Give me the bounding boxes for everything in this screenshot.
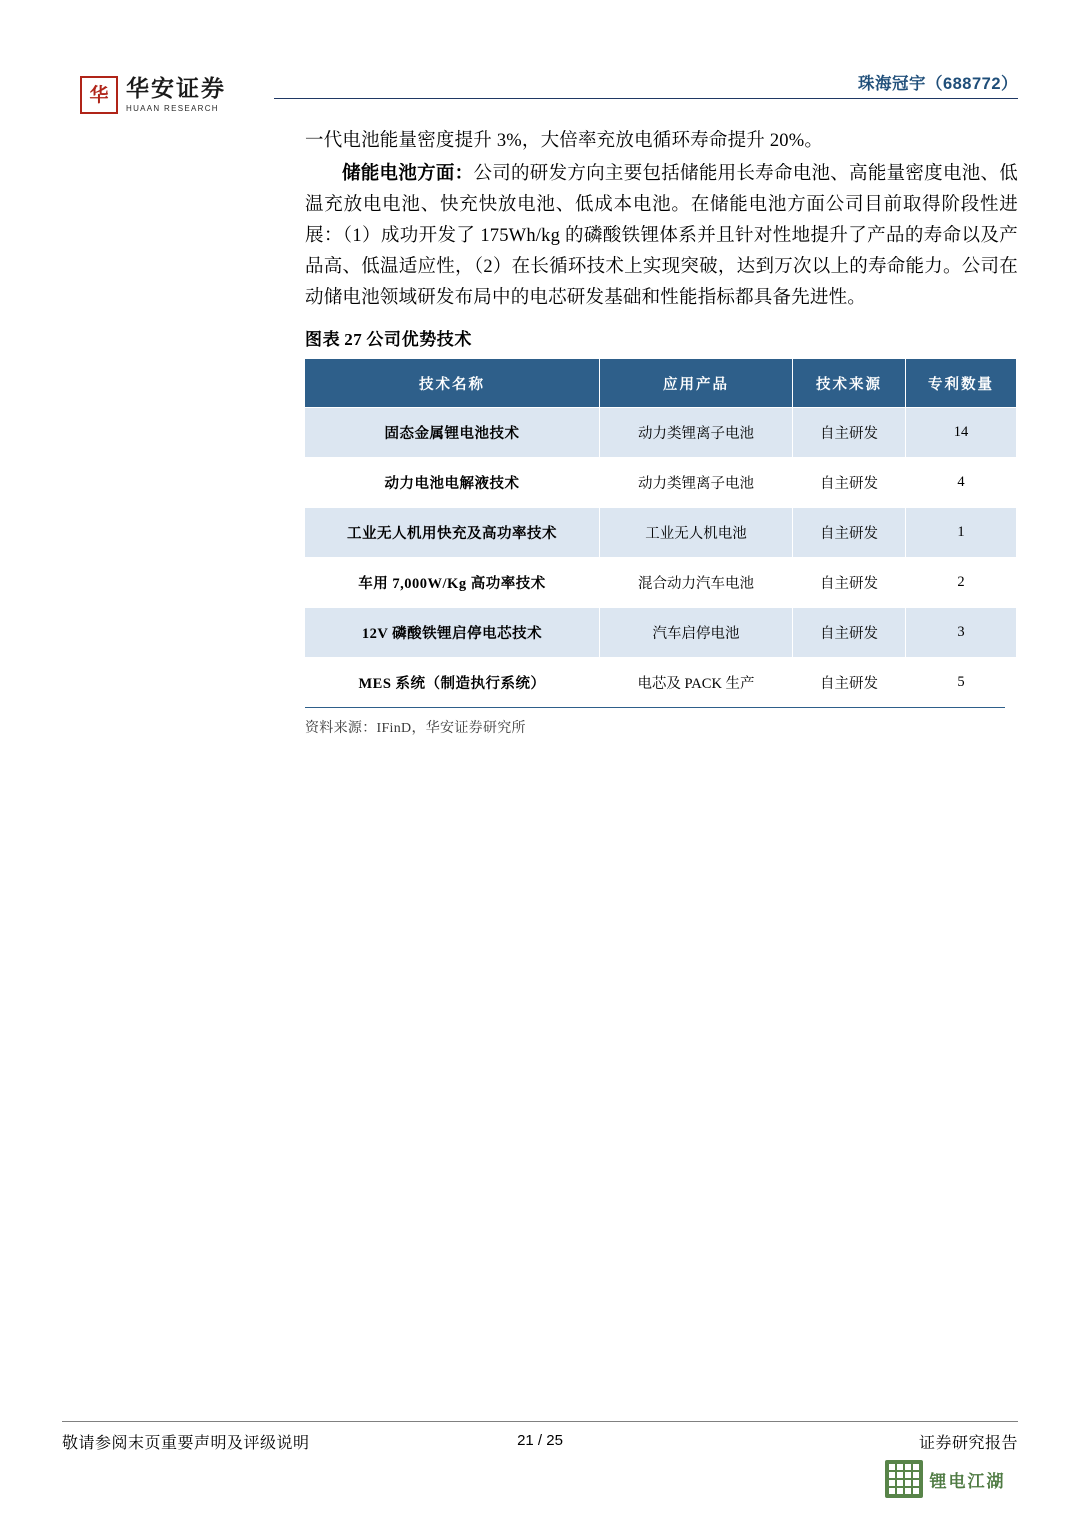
column-header-patent-count: 专利数量	[906, 359, 1017, 408]
paragraph-text: 公司的研发方向主要包括储能用长寿命电池、高能量密度电池、低温充放电电池、快充快放电池、低成本电池。在储能电池方面公司目前取得阶段性进展：（1）成功开发了 175Wh/kg 的磷酸铁锂体系并且针对性地提升了产品的寿命以及产品高、低温适应性，（2）在长循环技术上实现突破，达到万次以上的寿命能力。公司在动储电池领域研发布局中的电芯研发基础和性能指标都具备先进性。	[305, 164, 1018, 308]
table-head	[305, 359, 1016, 408]
paragraph-energy-storage	[305, 159, 1018, 314]
cell-application: 电芯及 PACK 生产	[600, 658, 793, 708]
cell-tech-name: MES 系统（制造执行系统）	[305, 658, 600, 708]
cell-source: 自主研发	[793, 608, 906, 658]
table-row	[305, 458, 1016, 508]
cell-application: 动力类锂离子电池	[600, 408, 793, 458]
footer-disclaimer: 敬请参阅末页重要声明及评级说明	[62, 1435, 310, 1452]
figure-label: 图表	[305, 330, 341, 349]
watermark-stamp	[870, 1443, 1020, 1515]
figure-number: 27	[344, 330, 363, 349]
cell-tech-name: 12V 磷酸铁锂启停电芯技术	[305, 608, 600, 658]
cell-patent-count: 3	[906, 608, 1017, 658]
cell-application: 工业无人机电池	[600, 508, 793, 558]
cell-source: 自主研发	[793, 658, 906, 708]
cell-patent-count: 2	[906, 558, 1017, 608]
table-row	[305, 508, 1016, 558]
qr-code-icon	[885, 1460, 923, 1498]
cell-tech-name: 车用 7,000W/Kg 高功率技术	[305, 558, 600, 608]
body-content	[305, 126, 1018, 316]
column-header-application: 应用产品	[600, 359, 793, 408]
cell-tech-name: 固态金属锂电池技术	[305, 408, 600, 458]
paragraph-continuation: 一代电池能量密度提升 3%，大倍率充放电循环寿命提升 20%。	[305, 131, 824, 151]
cell-tech-name: 动力电池电解液技术	[305, 458, 600, 508]
table-row	[305, 658, 1016, 708]
brand-logo	[80, 76, 226, 114]
report-subject-title: 珠海冠宇（688772）	[857, 75, 1018, 93]
column-header-tech-name: 技术名称	[305, 359, 600, 408]
cell-source: 自主研发	[793, 508, 906, 558]
cell-source: 自主研发	[793, 558, 906, 608]
table-row	[305, 558, 1016, 608]
watermark-inner	[885, 1460, 1006, 1498]
figure-caption	[305, 325, 472, 350]
advantage-technology-table	[305, 358, 1016, 707]
header-divider	[274, 98, 1018, 99]
cell-source: 自主研发	[793, 408, 906, 458]
cell-patent-count: 5	[906, 658, 1017, 708]
table-row	[305, 608, 1016, 658]
brand-name-en: HUAAN RESEARCH	[126, 103, 219, 113]
table-bottom-rule	[305, 707, 1005, 708]
column-header-source: 技术来源	[793, 359, 906, 408]
page-header	[62, 62, 1018, 124]
footer-report-type: 证券研究报告	[918, 1435, 1018, 1452]
cell-patent-count: 1	[906, 508, 1017, 558]
cell-application: 混合动力汽车电池	[600, 558, 793, 608]
page-number: 21 / 25	[517, 1432, 563, 1449]
cell-source: 自主研发	[793, 458, 906, 508]
watermark-label: 锂电江湖	[929, 1471, 1006, 1491]
figure-source-note: 资料来源：IFinD，华安证券研究所	[305, 721, 526, 736]
cell-application: 动力类锂离子电池	[600, 458, 793, 508]
table-row	[305, 408, 1016, 458]
brand-text	[126, 77, 226, 112]
seal-icon: 华	[80, 76, 118, 114]
cell-tech-name: 工业无人机用快充及高功率技术	[305, 508, 600, 558]
cell-patent-count: 14	[906, 408, 1017, 458]
figure-table-block	[305, 358, 1005, 737]
brand-name-cn: 华安证券	[126, 76, 226, 102]
table-body	[305, 408, 1016, 708]
paragraph-lead-in: 储能电池方面：	[342, 164, 474, 184]
figure-title-text: 公司优势技术	[366, 330, 473, 349]
cell-application: 汽车启停电池	[600, 608, 793, 658]
table-header-row	[305, 359, 1016, 408]
cell-patent-count: 4	[906, 458, 1017, 508]
footer-divider	[62, 1421, 1018, 1422]
